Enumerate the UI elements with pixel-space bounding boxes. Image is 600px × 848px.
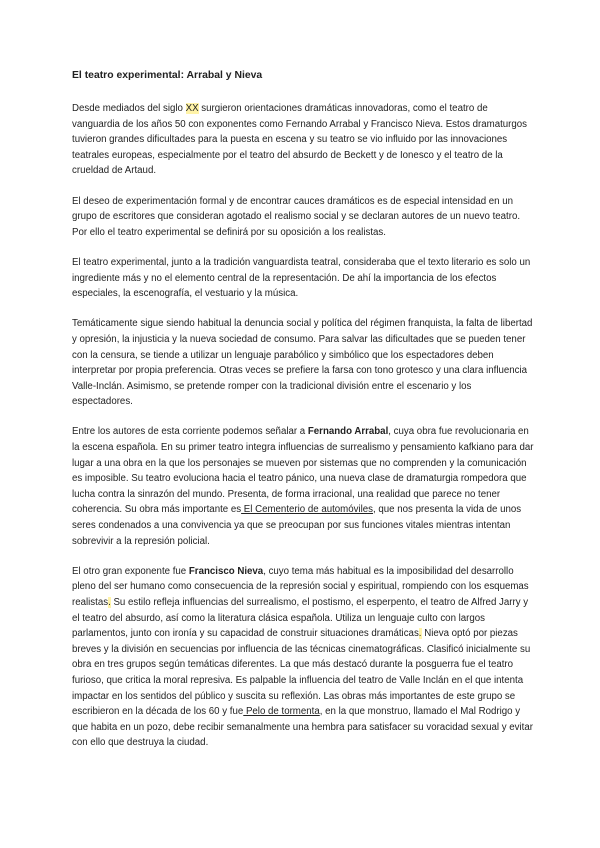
paragraph-text-role: El teatro experimental, junto a la tradición vanguardista teatral, consideraba que el texto literario es solo un ingrediente más y no el elemento central de la representación. De ahí la importancia de los efectos especiales, la escenografía, el vestuario y la música.	[72, 256, 531, 300]
p6-text-b: , cuyo tema más habitual es la imposibilidad del desarrollo pleno del ser humano como consecuencia de la represión social y espiritual, rompiendo con los esquemas realistas	[72, 565, 529, 608]
paragraph-intro	[72, 101, 534, 179]
p1-text-a: Desde mediados del siglo	[72, 103, 186, 114]
document-title: El teatro experimental: Arrabal y Nieva	[72, 70, 263, 81]
author-nieva: Francisco Nieva	[188, 565, 264, 577]
p1-text-b: surgieron orientaciones dramáticas innovadoras, como el teatro de vanguardia de los años 50 con exponentes como Fernando Arrabal y Francisco Nieva. Estos dramaturgos tuvieron grandes dificultades para la puesta en escena y su teatro se vio influido por las innovaciones teatrales europeas, especialmente por el teatro del absurdo de Beckett y de Ionesco y el teatro de la crueldad de Artaud.	[72, 103, 528, 177]
work-cementerio: El Cementerio de automóviles	[241, 504, 374, 516]
p5-text-c: , que nos presenta la vida de unos seres condenados a una convivencia ya que se preocupan por sus funciones vitales mientras intentan sobrevivir a la represión policial.	[72, 504, 522, 547]
paragraph-formal-experimentation: El deseo de experimentación formal y de encontrar cauces dramáticos es de especial intensidad en un grupo de escritores que consideran agotado el realismo social y se declaran autores de un nuevo teatro. Por ello el teatro experimental se definirá por su oposición a los realistas.	[72, 195, 521, 238]
highlight-mark-2: .	[418, 628, 422, 640]
document-body	[72, 68, 534, 766]
highlight-mark-1: .	[108, 597, 111, 608]
century-highlight: XX	[185, 103, 199, 114]
author-arrabal: Fernando Arrabal	[307, 426, 389, 438]
p6-text-c: Su estilo refleja influencias del surrealismo, el postismo, el esperpento, el teatro de Alfred Jarry y el teatro del absurdo, así como la literatura clásica española. Utiliza un lenguaje culto con largos parlamentos, junto con ironía y su capacidad de construir situaciones dramáticas	[72, 597, 529, 640]
p6-text-a: El otro gran exponente fue	[72, 565, 189, 577]
work-pelo-de-tormenta: Pelo de tormenta	[243, 706, 320, 718]
p5-text-a: Entre los autores de esta corriente podemos señalar a	[72, 426, 308, 438]
paragraph-arrabal	[72, 424, 534, 549]
paragraph-themes: Temáticamente sigue siendo habitual la denuncia social y política del régimen franquista, la falta de libertad y opresión, la injusticia y la nueva sociedad de consumo. Para salvar las dificultades que se pueden tener con la censura, se tiende a utilizar un lenguaje parabólico y simbólico que los espectadores deben interpretar por propia preferencia. Otras veces se prefiere la farsa con tono grotesco y una clara influencia Valle-Inclán. Asimismo, se pretende romper con la tradicional división entre el escenario y los espectadores.	[72, 318, 533, 408]
p6-text-e: , en la que monstruo, llamado el Mal Rodrigo y que habita en un pozo, debe recibir semanalmente una hembra para satisfacer su voracidad sexual y evitar con ello que destruya la ciudad.	[72, 706, 533, 749]
paragraph-nieva	[72, 564, 534, 751]
p6-text-d: Nieva optó por piezas breves y la división en secuencias por influencia de las técnicas cinematográficas. Clasificó inicialmente su obra en tres grupos según temáticas diferentes. La que más destacó durante la posguerra fue el teatro furioso, que critica la moral represiva. Es palpable la influencia del teatro de Valle Inclán en el que intenta impactar en los sentidos del público y suscita su reflexión. Las obras más importantes de este grupo se escribieron en la década de los 60 y fue	[72, 628, 531, 718]
p5-text-b: , cuya obra fue revolucionaria en la escena española. En su primer teatro integra influencias de surrealismo y pensamiento kafkiano para dar lugar a una obra en la que los personajes se mueven por sistemas que no comprenden y la comunicación es imposible. Su teatro evoluciona hacia el teatro pánico, una nueva clase de dramaturgia rompedora que lucha contra la sinrazón del mundo. Presenta, de forma irracional, una realidad que parece no tener coherencia. Su obra más importante es	[72, 426, 534, 516]
